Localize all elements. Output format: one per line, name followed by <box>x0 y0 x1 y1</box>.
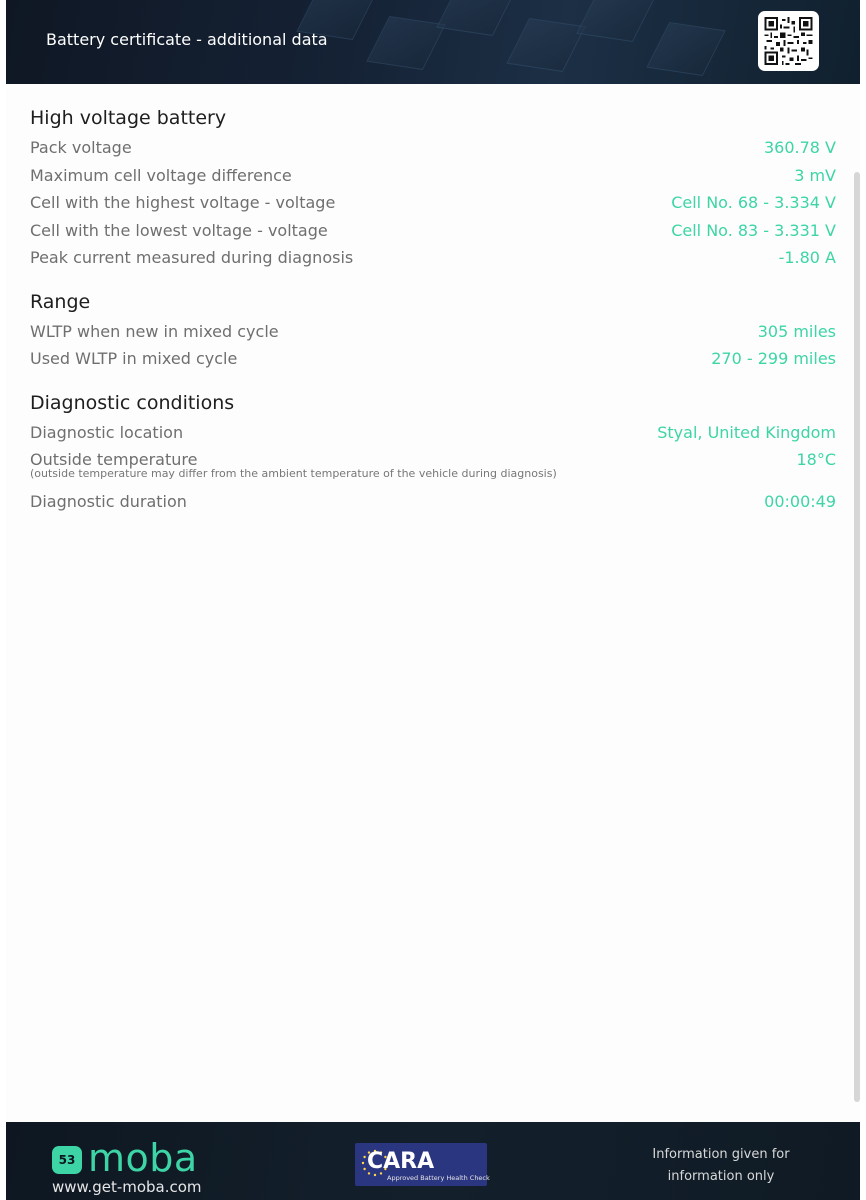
section-title: Range <box>30 290 91 313</box>
temperature-note: (outside temperature may differ from the ambient temperature of the vehicle during diagnosis) <box>30 467 557 480</box>
moba-badge-icon: 53 <box>52 1146 82 1174</box>
row-value: 270 - 299 miles <box>711 349 836 368</box>
data-row <box>30 217 836 245</box>
row-value: Styal, United Kingdom <box>657 422 836 442</box>
disclaimer-line: Information given for <box>652 1147 790 1162</box>
data-row <box>30 189 836 217</box>
battery-cell-decoration <box>506 18 585 72</box>
cara-subtitle: Approved Battery Health Check <box>387 1174 490 1182</box>
data-row <box>30 318 836 346</box>
section-high-voltage-battery <box>30 104 836 272</box>
moba-website-link[interactable]: www.get-moba.com <box>52 1178 202 1196</box>
cara-badge <box>355 1143 490 1186</box>
battery-cell-decoration <box>436 0 515 36</box>
header-banner <box>6 0 860 84</box>
row-value: 00:00:49 <box>764 492 836 511</box>
row-label: Diagnostic duration <box>30 492 187 511</box>
data-row <box>30 446 836 488</box>
data-row <box>30 419 836 447</box>
row-value: -1.80 A <box>778 248 836 267</box>
section-title: Diagnostic conditions <box>30 391 235 414</box>
row-label: Peak current measured during diagnosis <box>30 248 354 267</box>
section-range <box>30 288 836 373</box>
disclaimer-text <box>646 1144 796 1188</box>
row-label: Used WLTP in mixed cycle <box>30 349 238 368</box>
cara-wordmark: CARA <box>367 1149 435 1174</box>
row-value: 3 mV <box>794 165 836 185</box>
row-label: Maximum cell voltage difference <box>30 165 292 185</box>
certificate-page <box>6 0 860 1200</box>
data-row <box>30 244 836 272</box>
data-row <box>30 488 836 516</box>
battery-cell-decoration <box>646 22 725 76</box>
row-value: Cell No. 68 - 3.334 V <box>671 193 836 212</box>
page-title: Battery certificate - additional data <box>46 30 328 49</box>
row-label: Outside temperature <box>30 450 198 469</box>
section-diagnostic-conditions <box>30 389 836 516</box>
data-row <box>30 162 836 190</box>
row-label: Cell with the lowest voltage - voltage <box>30 220 328 240</box>
data-row <box>30 134 836 162</box>
qr-code-icon[interactable] <box>758 11 819 71</box>
moba-wordmark: moba <box>88 1136 198 1180</box>
row-label: Diagnostic location <box>30 422 184 442</box>
row-label: WLTP when new in mixed cycle <box>30 321 279 341</box>
section-title: High voltage battery <box>30 107 227 129</box>
row-label: Pack voltage <box>30 138 132 157</box>
row-value: 360.78 V <box>763 138 836 157</box>
battery-cell-decoration <box>366 16 445 70</box>
footer <box>6 1122 860 1200</box>
row-value: 18°C <box>796 450 836 469</box>
data-row <box>30 345 836 373</box>
scrollbar[interactable] <box>854 172 860 1102</box>
disclaimer-line: information only <box>667 1169 775 1184</box>
row-value: Cell No. 83 - 3.331 V <box>671 220 836 240</box>
battery-cell-decoration <box>576 0 655 42</box>
row-value: 305 miles <box>757 321 836 341</box>
row-label: Cell with the highest voltage - voltage <box>30 193 336 212</box>
certificate-content <box>30 104 836 516</box>
